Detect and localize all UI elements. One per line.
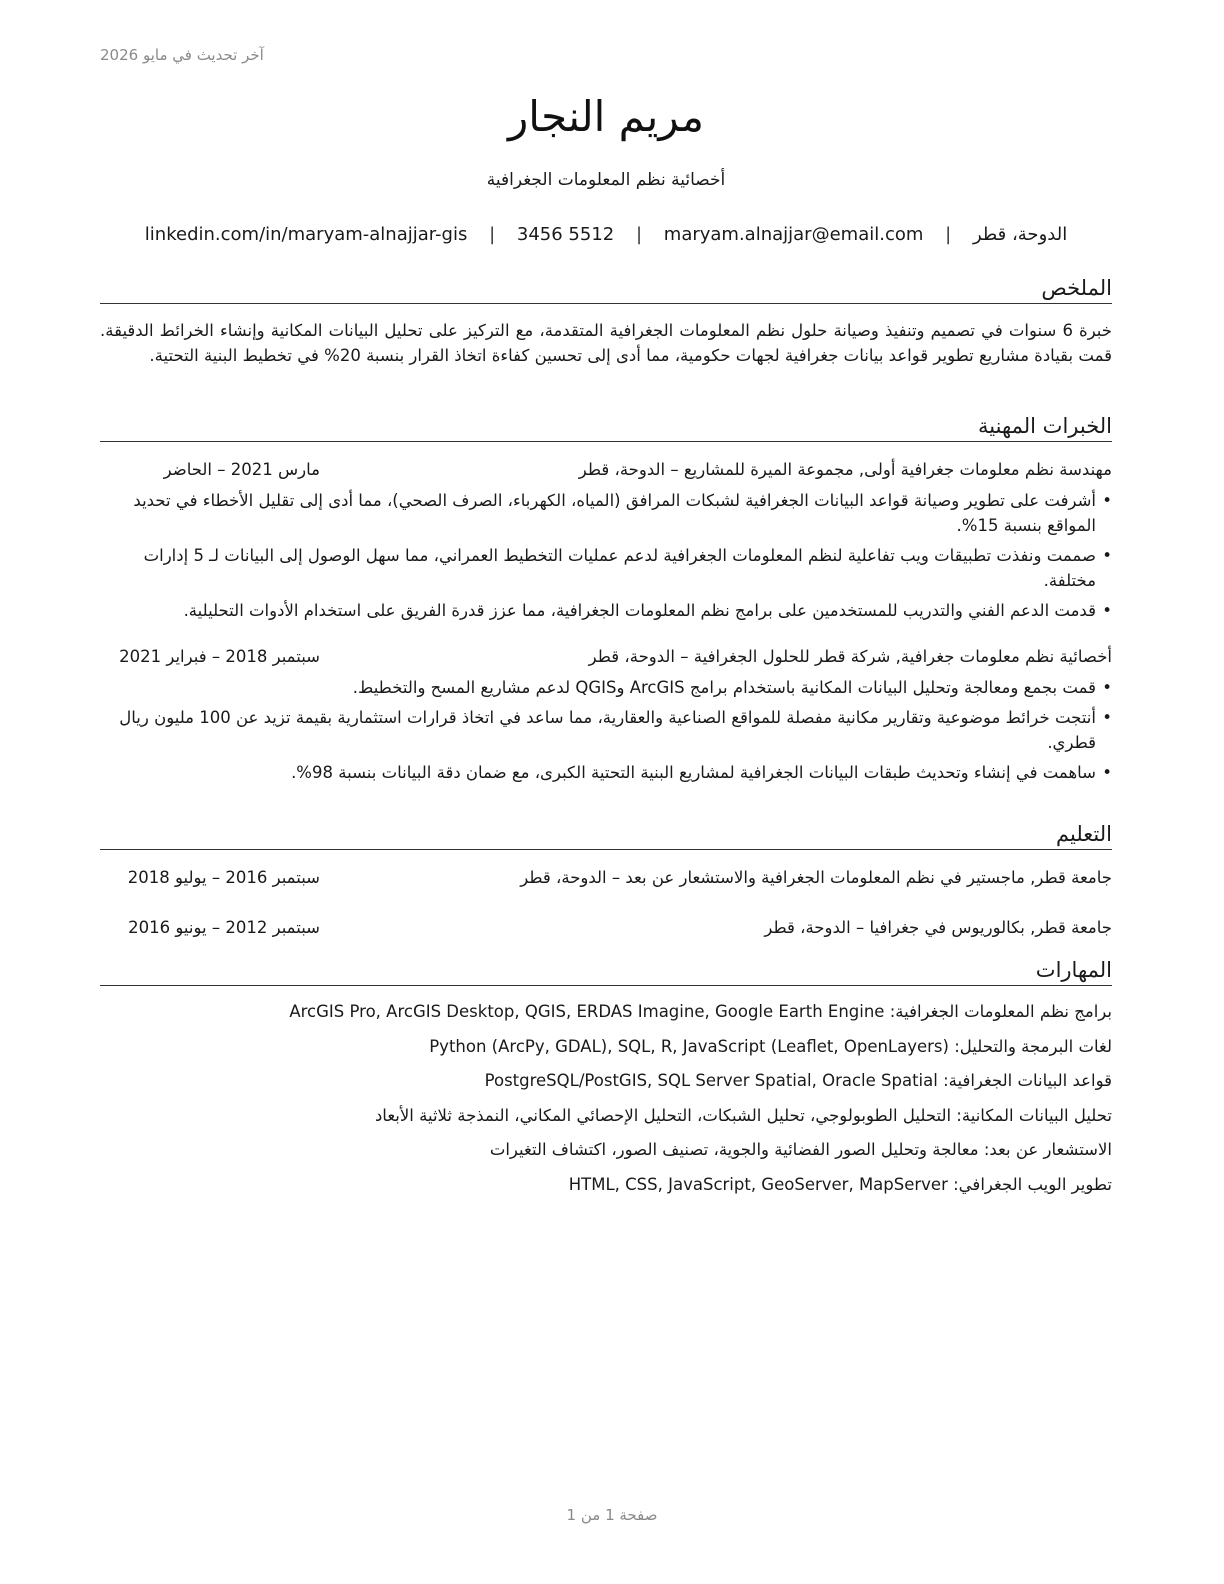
last-updated-note: آخر تحديث في مايو 2026 [100, 46, 264, 64]
education-title: التعليم [100, 822, 1112, 850]
job-bullets [100, 488, 1112, 623]
job-heading: مهندسة نظم معلومات جغرافية أولى, مجموعة الميرة للمشاريع – الدوحة، قطر [578, 460, 1112, 480]
job-entry [100, 458, 1112, 623]
skills-section [100, 958, 1112, 1207]
job-heading-row [100, 458, 1112, 482]
education-dates: سبتمبر 2012 – يونيو 2016 [128, 918, 320, 938]
experience-section [100, 414, 1112, 790]
list-item: • ساهمت في إنشاء وتحديث طبقات البيانات الجغرافية لمشاريع البنية التحتية الكبرى، مع ضمان دقة البيانات بنسبة 98%. [100, 760, 1112, 785]
skill-line: قواعد البيانات الجغرافية: PostgreSQL/PostGIS, SQL Server Spatial, Oracle Spatial [484, 1071, 1112, 1091]
skill-line: تحليل البيانات المكانية: التحليل الطوبولوجي، تحليل الشبكات، التحليل الإحصائي المكاني، النمذجة ثلاثية الأبعاد [374, 1105, 1112, 1125]
skill-line: تطوير الويب الجغرافي: HTML, CSS, JavaScript, GeoServer, MapServer [568, 1174, 1112, 1194]
candidate-name: مريم النجار [508, 92, 704, 141]
contact-location: الدوحة، قطر [972, 224, 1068, 245]
experience-title: الخبرات المهنية [100, 414, 1112, 442]
list-item: • أنتجت خرائط موضوعية وتقارير مكانية مفصلة للمواقع الصناعية والعقارية، مما ساعد في اتخاذ قرارات استثمارية بقيمة تزيد عن 100 مليون ريال قطري. [100, 705, 1112, 755]
job-dates: سبتمبر 2018 – فبراير 2021 [119, 647, 320, 667]
contact-separator: | [489, 224, 496, 245]
education-dates: سبتمبر 2016 – يوليو 2018 [127, 868, 320, 888]
summary-section [100, 276, 1112, 368]
summary-text: خبرة 6 سنوات في تصميم وتنفيذ وصيانة حلول نظم المعلومات الجغرافية المتقدمة، مع التركيز على تحليل البيانات المكانية وإنشاء الخرائط الدقيقة. قمت بقيادة مشاريع تطوير قواعد بيانات جغرافية لجهات حكومية، مما أدى إلى تحسين كفاءة اتخاذ القرار بنسبة 20% في تخطيط البنية التحتية. [100, 321, 1112, 366]
resume-page [100, 0, 1112, 1584]
list-item: • أشرفت على تطوير وصيانة قواعد البيانات الجغرافية لشبكات المرافق (المياه، الكهرباء، الصرف الصحي)، مما أدى إلى تقليل الأخطاء في تحديد المواقع بنسبة 15%. [100, 488, 1112, 538]
education-section [100, 822, 1112, 940]
education-heading: جامعة قطر, ماجستير في نظم المعلومات الجغرافية والاستشعار عن بعد – الدوحة، قطر [520, 868, 1112, 888]
skill-line: برامج نظم المعلومات الجغرافية: ArcGIS Pro, ArcGIS Desktop, QGIS, ERDAS Imagine, Google Earth Engine [289, 1002, 1112, 1022]
list-item: • قمت بجمع ومعالجة وتحليل البيانات المكانية باستخدام برامج ArcGIS وQGIS لدعم مشاريع المسح والتخطيط. [100, 675, 1112, 700]
job-heading-row [100, 645, 1112, 669]
job-bullets [100, 675, 1112, 785]
education-row [100, 866, 1112, 890]
skills-title: المهارات [100, 958, 1112, 986]
job-entry [100, 645, 1112, 785]
contact-separator: | [945, 224, 952, 245]
education-heading: جامعة قطر, بكالوريوس في جغرافيا – الدوحة، قطر [764, 918, 1112, 938]
contact-line [100, 224, 1112, 245]
contact-phone[interactable]: 3456 5512 [516, 224, 615, 245]
summary-title: الملخص [100, 276, 1112, 304]
job-heading: أخصائية نظم معلومات جغرافية, شركة قطر للحلول الجغرافية – الدوحة، قطر [588, 647, 1112, 667]
list-item: • صممت ونفذت تطبيقات ويب تفاعلية لنظم المعلومات الجغرافية لدعم عمليات التخطيط العمراني، مما سهل الوصول إلى البيانات لـ 5 إدارات مختلفة. [100, 543, 1112, 593]
job-dates: مارس 2021 – الحاضر [163, 460, 320, 480]
page-number: صفحة 1 من 1 [566, 1506, 658, 1524]
contact-separator: | [635, 224, 643, 245]
contact-email[interactable]: maryam.alnajjar@email.com [663, 224, 924, 245]
education-row [100, 916, 1112, 940]
candidate-role: أخصائية نظم المعلومات الجغرافية [486, 170, 726, 190]
contact-linkedin[interactable]: linkedin.com/in/maryam-alnajjar-gis [144, 224, 468, 245]
skills-list [100, 1000, 1112, 1197]
skill-line: الاستشعار عن بعد: معالجة وتحليل الصور الفضائية والجوية، تصنيف الصور، اكتشاف التغيرات [489, 1140, 1112, 1160]
list-item: • قدمت الدعم الفني والتدريب للمستخدمين على برامج نظم المعلومات الجغرافية، مما عزز قدرة الفريق على استخدام الأدوات التحليلية. [100, 598, 1112, 623]
skill-line: لغات البرمجة والتحليل: Python (ArcPy, GDAL), SQL, R, JavaScript (Leaflet, OpenLayers) [429, 1036, 1112, 1056]
